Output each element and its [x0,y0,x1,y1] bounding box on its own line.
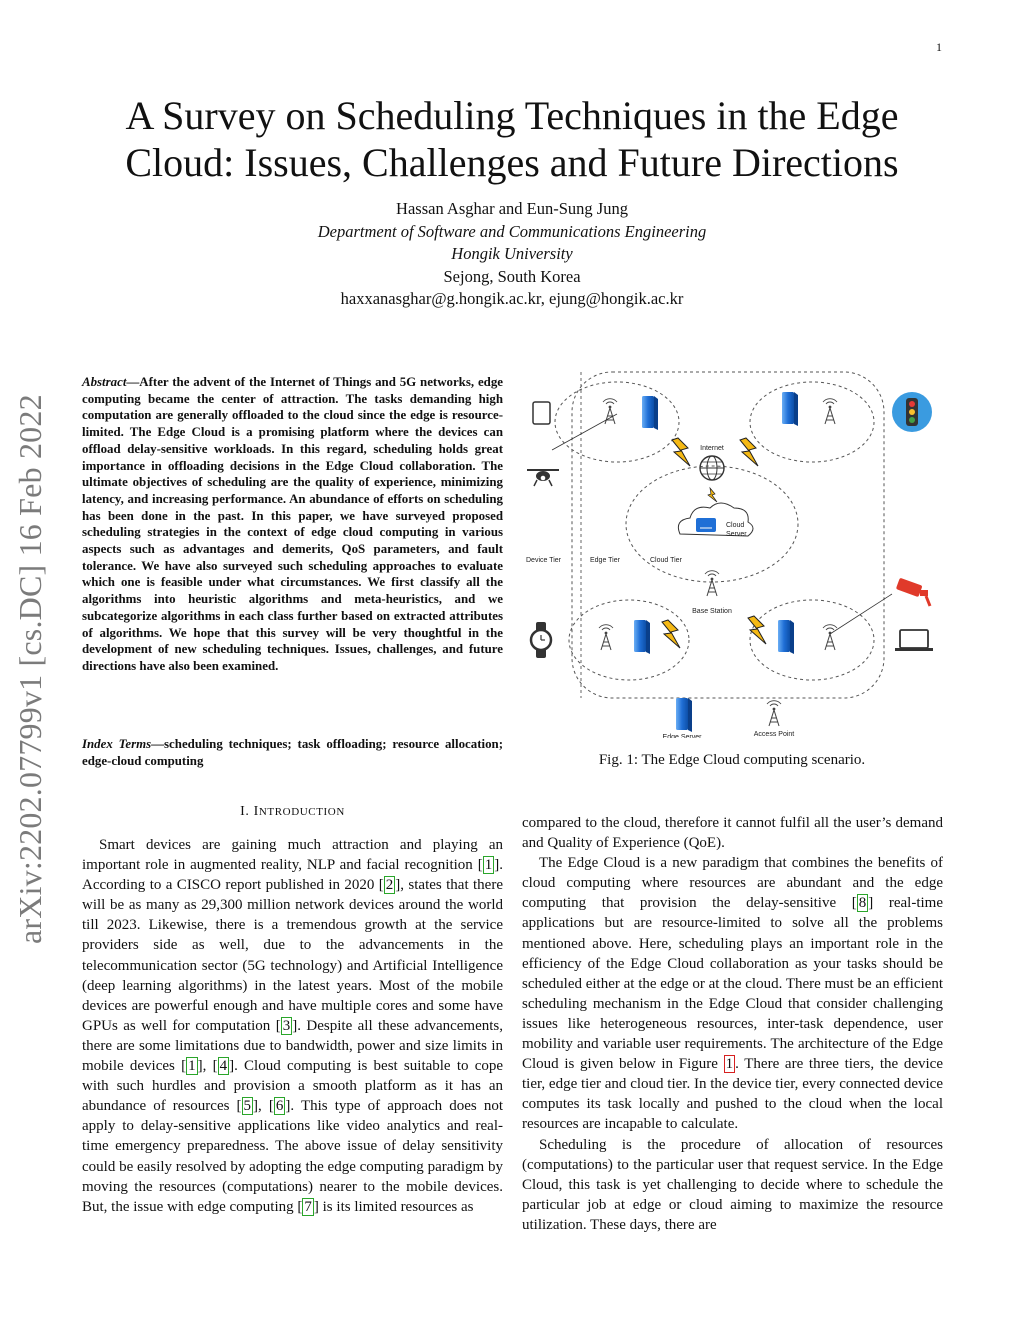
citation-link[interactable]: 6 [275,1098,284,1115]
abstract-label: Abstract [82,375,127,389]
title-line-2: Cloud: Issues, Challenges and Future Directions [125,140,899,185]
text-run: , states that there will be as many as 29,300 million network devices around the world till 2023. Likewise, there is a tremendous growth at the service providers side as well, due to the advancements in the telecommunication sector (5G technology) and Artificial Intelligence (deep learning algorithms) in the latest years. Most of the mobile devices are powerful enough and have multiple cores and some have GPUs as well for computation [82,877,503,1034]
arxiv-watermark: arXiv:2202.07799v1 [cs.DC] 16 Feb 2022 [12,394,48,944]
abstract [82,374,503,675]
citation-link[interactable]: 2 [385,877,394,894]
edge-server-icon [778,620,794,654]
base-station-label: Base Station [692,608,732,615]
internet-globe-icon [700,456,724,480]
wireless-bolt-icon [708,488,717,502]
text-run: , [202,1058,213,1075]
traffic-light-icon [892,392,932,432]
university: Hongik University [451,244,573,263]
text-run: Smart devices are gaining much attraction and playing an important role in augmented reality, NLP and facial recognition [82,837,503,874]
right-column-body [522,813,943,1235]
text-run: is its limited resources as [318,1198,474,1215]
legend-access-point-icon [767,701,781,726]
edge-cloud-diagram [522,368,942,738]
paper-title [60,92,964,186]
index-terms-text: —scheduling techniques; task offloading; resource allocation; edge-cloud computing [82,737,503,768]
edge-server-icon [634,620,650,654]
link-line [552,414,617,450]
text-run: , [258,1098,269,1115]
section-heading-introduction [82,804,503,820]
abstract-text: —After the advent of the Internet of Things and 5G networks, edge computing became the center of attraction. The tasks demanding high computation are generally offloaded to the cloud since the edge is resource-limited. The Edge Cloud is a promising platform where the devices can offload delay-sensitive workloads. In this regard, scheduling holds great importance in offloading decisions in the Edge Cloud collaboration. The ultimate objectives of scheduling are the quality of experience, minimizing latency, and increasing performance. An abundance of efforts on scheduling has been done in the past. In this paper, we have surveyed proposed scheduling strategies in the context of edge cloud computing in various aspects such as advantages and demerits, QoS parameters, and fault tolerance. We have also surveyed such scheduling approaches to evaluate which one is feasible under what circumstances. We first classify all the algorithms into heuristic algorithms and meta-heuristics, and we subcategorize algorithms in each class further based on extracted attributes of algorithms. We hope that this survey will be very thoughtful in the development of new scheduling techniques. Issues, challenges, and future directions have also been examined. [82,375,503,673]
device-tier-label: Device Tier [526,557,562,564]
index-terms [82,736,503,769]
intro-paragraph-continued: compared to the cloud, therefore it cannot fulfil all the user’s demand and Quality of Experience (QoE). [522,815,943,852]
edge-tier-label: Edge Tier [590,557,620,564]
figure-reference-link[interactable]: 1 [725,1056,734,1073]
text-run: . This type of approach does not apply to delay-sensitive applications like video analytics and real-time emergency preparedness. The above issue of delay sensitivity could be easily resolved by adopting the edge computing paradigm by moving the resources (computations) nearer to the mobile devices. But, the issue with edge computing [82,1098,503,1215]
edge-server-icon [642,396,658,430]
link-line [830,594,892,634]
cloud-label-1: Cloud [726,522,745,529]
emails: haxxanasghar@g.hongik.ac.kr, ejung@hongik.ac.kr [340,289,684,308]
access-point-icon [823,399,837,424]
text-run: . Cloud computing is best suitable to cope with such hurdles and provision a smooth platform as it has an abundance of resources [82,1058,504,1115]
index-terms-label: Index Terms [82,737,152,751]
citation-link[interactable]: 1 [188,1058,196,1075]
citation-link[interactable]: 1 [484,857,493,874]
wireless-bolt-icon [672,438,690,466]
figure-edge-cloud-scenario [522,368,942,738]
cloud-label-2: Server [726,531,747,538]
title-line-1: A Survey on Scheduling Techniques in the Edge [125,93,899,138]
text-run: . There are three tiers, the device tier, edge tier and cloud tier. In the device tier, every connected device computes its task locally and pushed to the cloud when the local resources are incapable to calculate. [522,1056,943,1133]
access-point-icon [823,625,837,650]
edge-cluster-top-right [750,382,874,462]
citation-link[interactable]: 4 [219,1058,228,1075]
intro-paragraph-1: Smart devices are gaining much attraction and playing an important role in augmented reality, NLP and facial recognition [ 1 ]. According to a CISCO report published in 2020 [ 2 ], states that there will be as many as 29,300 million network devices around the world till 2023. Likewise, there is a tremendous growth at the service providers side as well, due to the advancements in the telecommunication sector (5G technology) and Artificial Intelligence (deep learning algorithms) in the latest years. Most of the mobile devices are powerful enough and have multiple cores and some have GPUs as well for computation [ 3 ]. Despite all these advancements, there are some limitations due to bandwidth, power and size limits in mobile devices [ 1 ], [ 4 ]. Cloud computing is best suitable to cope with such hurdles and provision a smooth platform as it has an abundance of resources [ 5 ], [ 6 ]. This type of approach does not apply to delay-sensitive applications like video analytics and real-time emergency preparedness. The above issue of delay sensitivity could be easily resolved by adopting the edge computing paradigm by moving the resources (computations) nearer to the mobile devices. But, the issue with edge computing [ 7 ] is its limited resources as [82,837,504,1215]
legend-edge-server-label: Edge Server [662,734,702,738]
wireless-bolt-icon [740,438,758,466]
section-title-rest: NTRODUCTION [258,806,345,818]
legend-edge-server-icon [676,698,692,732]
section-first-letter: I [253,804,259,819]
internet-label: Internet [700,445,724,452]
location: Sejong, South Korea [443,266,581,286]
smartwatch-icon [531,622,551,658]
access-point-icon [599,625,613,650]
figure-caption: Fig. 1: The Edge Cloud computing scenario. [598,752,866,768]
security-camera-icon [896,578,930,606]
text-run: . Despite all these advancements, there are some limitations due to bandwidth, power and size limits in mobile devices [82,1017,503,1075]
text-run: real-time applications but are resource-limited to solve all the problems mentioned above. Here, scheduling plays an important role in the efficiency of the Edge Cloud collaboration as your tasks should be scheduled either at the edge or at the cloud. There must be an efficient scheduling mechanism in the Edge Cloud that consider challenging issues like heterogeneous resources, inter-task dependence, user mobility and variable user requirements. The architecture of the Edge Cloud is given below in Figure [522,895,943,1073]
author-names: Hassan Asghar and Eun-Sung Jung [396,199,628,218]
edge-cluster-top-left [555,382,679,462]
page-number: 1 [936,40,942,54]
wireless-bolt-icon [748,616,766,644]
citation-link[interactable]: 5 [243,1098,252,1115]
edge-cluster-bottom-right [750,600,874,680]
wireless-bolt-icon [662,620,680,648]
intro-paragraph-2: The Edge Cloud is a new paradigm that combines the benefits of cloud computing where resources are abundant and the edge computing that provision the delay-sensitive [ 8 ] real-time applications but are resource-limited to solve all the problems mentioned above. Here, scheduling plays an important role in the efficiency of the Edge Cloud collaboration as your tasks should be scheduled either at the edge or at the cloud. There must be an efficient scheduling mechanism in the Edge Cloud that consider challenging issues like heterogeneous resources, inter-task dependence, user mobility and variable user requirements. The architecture of the Edge Cloud is given below in Figure 1 . There are three tiers, the device tier, edge tier and cloud tier. In the device tier, every connected device computes its task locally and pushed to the cloud when the local resources are incapable to calculate. [522,855,943,1133]
left-column-body [82,835,503,1217]
laptop-icon [895,630,933,651]
section-number: I. [240,804,250,819]
citation-link[interactable]: 7 [304,1198,312,1215]
cloud-tier-label: Cloud Tier [650,557,682,564]
citation-link[interactable]: 3 [282,1017,291,1034]
text-run: . According to a CISCO report published in 2020 [82,857,503,894]
base-station-icon [705,571,719,596]
tablet-icon [533,402,550,424]
drone-icon [527,470,559,486]
intro-paragraph-3: Scheduling is the procedure of allocation of resources (computations) to the particular user that request service. In the Edge Cloud, this task is yet challenging to decide where to schedule the particular job at edge or cloud aiming to maximize the resource utilization. These days, there are [522,1136,943,1233]
author-block [160,198,864,311]
citation-link[interactable]: 8 [858,895,867,912]
department: Department of Software and Communications Engineering [317,221,707,241]
legend-access-point-label: Access Point [753,731,795,738]
edge-server-icon [782,392,798,426]
text-run: The Edge Cloud is a new paradigm that combines the benefits of cloud computing where resources are abundant and the edge computing that provision the delay-sensitive [522,855,943,912]
